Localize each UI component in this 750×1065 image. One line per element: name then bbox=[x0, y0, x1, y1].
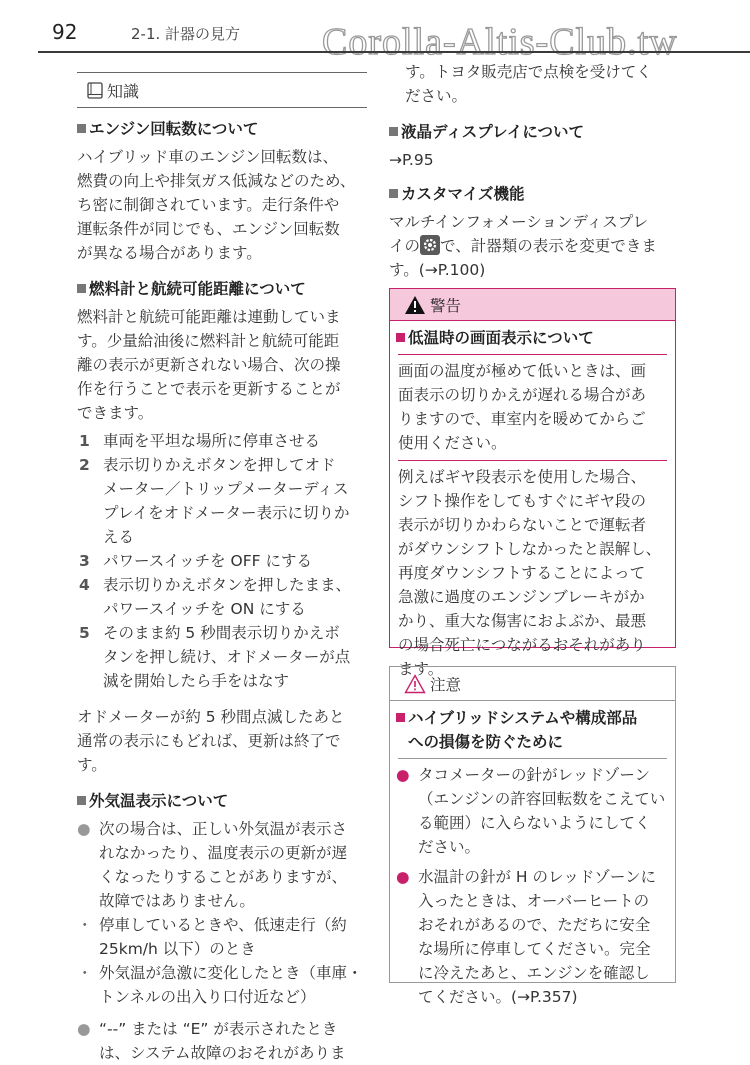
fuel-heading: 燃料計と航続可能距離について bbox=[77, 277, 367, 299]
book-icon bbox=[87, 82, 103, 99]
customize-paragraph: マルチインフォメーションディスプレ イの で、計器類の表示を変更できま す。(→P.100) bbox=[389, 213, 657, 279]
after-paragraph: オドメーターが約 5 秒間点滅したあと 通常の表示にもどれば、更新は終了で す。 bbox=[77, 708, 345, 774]
list-item: 4 表示切りかえボタンを押したまま、 パワースイッチを ON にする bbox=[79, 576, 352, 618]
header-rule bbox=[38, 51, 750, 53]
caution-icon bbox=[404, 674, 426, 694]
warning-heading: 低温時の画面表示について bbox=[390, 326, 675, 348]
warning-box bbox=[389, 288, 676, 678]
list-item: ・ 外気温が急激に変化したとき（車庫・ トンネルの出入り口付近など） bbox=[77, 964, 363, 1006]
caution-box bbox=[389, 666, 676, 1006]
customize-heading: カスタマイズ機能 bbox=[389, 182, 675, 204]
caution-heading: ハイブリッドシステムや構成部品 への損傷を防ぐために bbox=[390, 706, 675, 754]
caution-header bbox=[390, 667, 675, 701]
continued-text: す。トヨタ販売店で点検を受けてく ださい。 bbox=[405, 63, 652, 105]
list-item: ・ 停車しているときや、低速走行（約 25km/h 以下）のとき bbox=[77, 916, 347, 958]
warning-label: 警告 bbox=[430, 296, 462, 315]
steps-list bbox=[77, 429, 367, 693]
list-item: 1 車両を平坦な場所に停車させる bbox=[79, 432, 321, 450]
warning-paragraph-1: 画面の温度が極めて低いときは、画 面表示の切りかえが遅れる場合があ りますので、車室内を暖めてからご 使用ください。 bbox=[398, 362, 647, 452]
left-column bbox=[77, 68, 367, 1065]
lcd-heading: 液晶ディスプレイについて bbox=[389, 120, 675, 142]
right-column bbox=[389, 60, 675, 282]
fuel-paragraph: 燃料計と航続可能距離は連動していま す。少量給油後に燃料計と航続可能距 離の表示が更新されない場合、次の操 作を行うことで表示を更新することが できます。 bbox=[77, 308, 341, 422]
rpm-paragraph: ハイブリッド車のエンジン回転数は、 燃費の向上や排気ガス低減などのため、 ち密に制御されています。走行条件や 運転条件が同じでも、エンジン回転数 が異なる場合があります。 bbox=[77, 148, 356, 262]
list-item: ● “--” または “E” が表示されたとき は、システム故障のおそれがありま bbox=[77, 1020, 346, 1062]
rpm-heading: エンジン回転数について bbox=[77, 117, 367, 139]
list-item: 5 そのまま約 5 秒間表示切りかえボ タンを押し続け、オドメーターが点 滅を開始したら手をはなす bbox=[79, 624, 351, 690]
list-item: ● 水温計の針が H のレッドゾーンに 入ったときは、オーバーヒートの おそれがあるので、ただちに安全 な場所に停車してください。完全 に冷えたあと、エンジンを確認し てください。(→P.357) bbox=[396, 868, 657, 1006]
warning-header bbox=[390, 289, 675, 321]
caution-label: 注意 bbox=[430, 675, 462, 694]
section-title: 2-1. 計器の見方 bbox=[131, 25, 241, 43]
list-item: 2 表示切りかえボタンを押してオド メーター／トリップメーターディス プレイをオドメーター表示に切りか える bbox=[79, 456, 350, 546]
warning-icon bbox=[404, 295, 426, 315]
page-number: 92 bbox=[52, 20, 78, 44]
gear-icon bbox=[420, 235, 440, 255]
knowledge-label: 知識 bbox=[107, 81, 140, 101]
lcd-reference: →P.95 bbox=[389, 151, 434, 169]
knowledge-header bbox=[77, 72, 367, 108]
list-item: ● 次の場合は、正しい外気温が表示さ れなかったり、温度表示の更新が遅 くなったりすることがありますが、 故障ではありません。 bbox=[77, 820, 348, 910]
list-item: 3 パワースイッチを OFF にする bbox=[79, 552, 312, 570]
warning-paragraph-2: 例えばギヤ段表示を使用した場合、 シフト操作をしてもすぐにギヤ段の 表示が切りかわらないことで運転者 がダウンシフトしなかったと誤解し、 再度ダウンシフトすることによって 急激に過度のエンジンブレーキがか かり、重大な傷害におよぶか、最悪 の場合死亡につながるおそれがあり ます。 bbox=[398, 468, 662, 678]
temp-heading: 外気温表示について bbox=[77, 789, 367, 811]
watermark: Corolla-Altis-Club.tw bbox=[322, 21, 678, 63]
list-item: ● タコメーターの針がレッドゾーン （エンジンの許容回転数をこえてい る範囲）に入らないようにしてく ださい。 bbox=[396, 766, 666, 856]
